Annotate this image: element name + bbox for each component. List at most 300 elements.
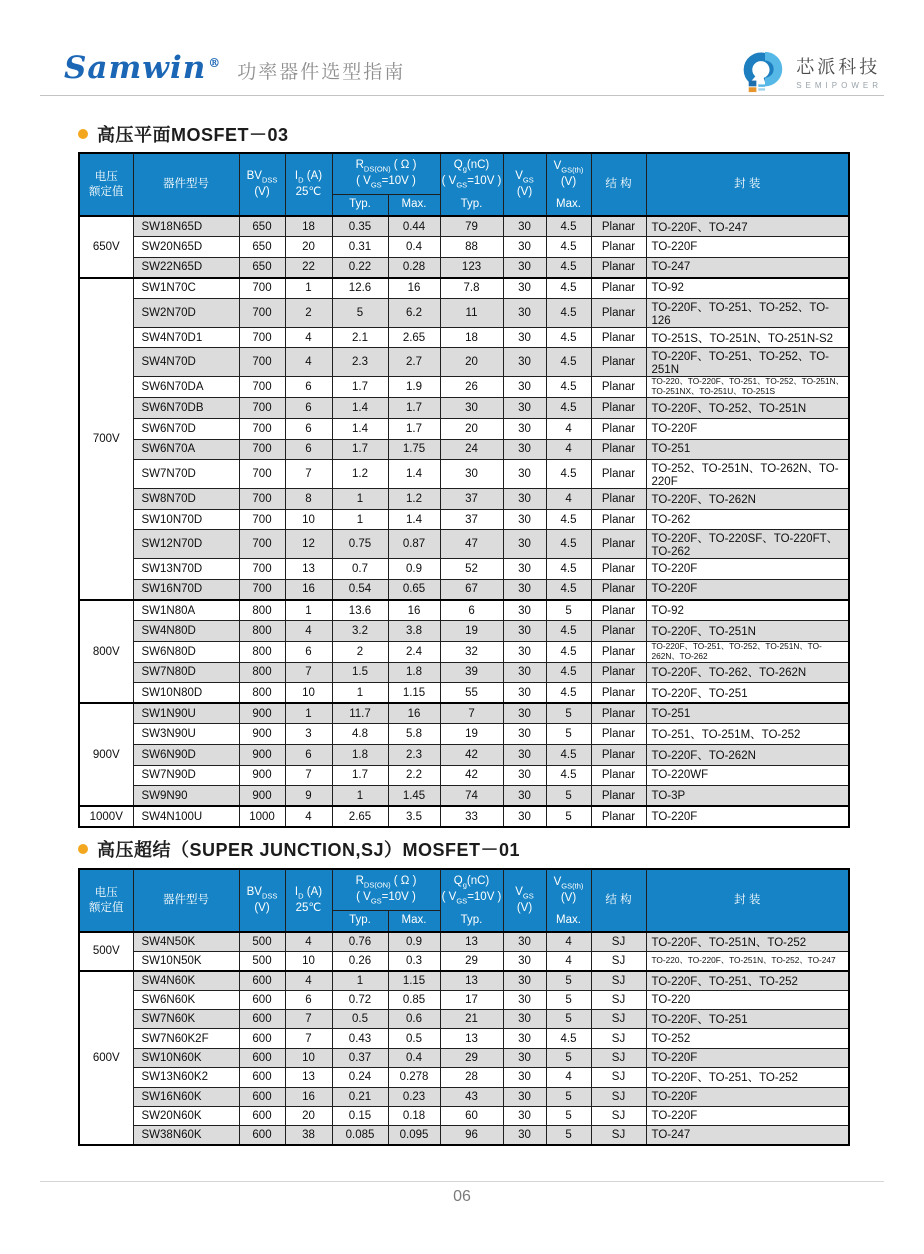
cell-id-value: 6	[285, 398, 332, 419]
cell-qg-value: 33	[440, 806, 503, 827]
header-divider	[40, 95, 884, 96]
col-header-rdson: $R_{DS(ON)}$ ( Ω ) ( $V_{GS}=10V$ )	[332, 869, 440, 910]
cell-id-value: 4	[285, 327, 332, 348]
cell-rds-max-value: 2.4	[388, 641, 440, 662]
cell-part-number: SW22N65D	[133, 257, 239, 278]
cell-rds-max-value: 0.9	[388, 559, 440, 580]
cell-vgsth-value: 4.5	[546, 765, 591, 786]
cell-qg-value: 67	[440, 579, 503, 600]
cell-qg-value: 19	[440, 724, 503, 745]
col-header-vgsth: $V_{GS(th)}$ (V) Max.	[546, 869, 591, 932]
cell-rds-max-value: 0.23	[388, 1087, 440, 1106]
cell-id-value: 4	[285, 621, 332, 642]
cell-package: TO-220F、TO-251、TO-252	[646, 1068, 849, 1087]
cell-id-value: 1	[285, 703, 332, 724]
cell-qg-value: 37	[440, 489, 503, 510]
cell-bvdss-value: 500	[239, 951, 285, 970]
table-row	[79, 418, 849, 439]
cell-vgsth-value: 4.5	[546, 377, 591, 398]
cell-vgs-value: 30	[503, 298, 546, 327]
cell-vgsth-value: 4.5	[546, 257, 591, 278]
cell-rds-max-value: 16	[388, 703, 440, 724]
col-header-voltage-rating: 电压 额定值	[79, 153, 133, 216]
cell-structure-value: Planar	[591, 237, 646, 258]
cell-structure-value: Planar	[591, 489, 646, 510]
cell-rds-max-value: 0.6	[388, 1010, 440, 1029]
cell-qg-value: 11	[440, 298, 503, 327]
table-row	[79, 662, 849, 683]
cell-part-number: SW4N60K	[133, 971, 239, 990]
cell-package: TO-220F	[646, 1087, 849, 1106]
table-row	[79, 786, 849, 807]
cell-structure-value: Planar	[591, 662, 646, 683]
footer-divider	[40, 1181, 884, 1182]
cell-package: TO-220F	[646, 559, 849, 580]
cell-rds-typ-value: 0.21	[332, 1087, 388, 1106]
cell-bvdss-value: 600	[239, 1068, 285, 1087]
cell-rds-typ-value: 11.7	[332, 703, 388, 724]
cell-structure-value: SJ	[591, 951, 646, 970]
voltage-group-label: 700V	[79, 278, 133, 600]
cell-bvdss-value: 700	[239, 348, 285, 377]
cell-rds-max-value: 1.15	[388, 683, 440, 704]
cell-bvdss-value: 700	[239, 579, 285, 600]
cell-rds-typ-value: 0.76	[332, 932, 388, 951]
cell-bvdss-value: 900	[239, 765, 285, 786]
table-row	[79, 278, 849, 299]
cell-rds-typ-value: 0.7	[332, 559, 388, 580]
cell-vgs-value: 30	[503, 348, 546, 377]
cell-bvdss-value: 700	[239, 530, 285, 559]
table-row	[79, 530, 849, 559]
cell-structure-value: SJ	[591, 1029, 646, 1048]
sj-mosfet-table	[78, 868, 850, 1146]
cell-package: TO-220、TO-220F、TO-251、TO-252、TO-251N、TO-251NX、TO-251U、TO-251S	[646, 377, 849, 398]
cell-vgsth-value: 4.5	[546, 621, 591, 642]
cell-id-value: 1	[285, 600, 332, 621]
cell-qg-value: 88	[440, 237, 503, 258]
section-title-text: 高压超结（SUPER JUNCTION,SJ）MOSFET－01	[97, 840, 521, 860]
cell-part-number: SW1N90U	[133, 703, 239, 724]
cell-vgs-value: 30	[503, 257, 546, 278]
voltage-group-label: 900V	[79, 703, 133, 806]
cell-part-number: SW7N60K2F	[133, 1029, 239, 1048]
cell-qg-value: 39	[440, 662, 503, 683]
cell-vgsth-value: 5	[546, 1048, 591, 1067]
cell-rds-typ-value: 3.2	[332, 621, 388, 642]
cell-package: TO-3P	[646, 786, 849, 807]
cell-package: TO-220F、TO-251N、TO-252	[646, 932, 849, 951]
cell-part-number: SW7N70D	[133, 460, 239, 489]
cell-structure-value: SJ	[591, 990, 646, 1009]
cell-part-number: SW2N70D	[133, 298, 239, 327]
table-row	[79, 1107, 849, 1126]
cell-part-number: SW10N50K	[133, 951, 239, 970]
cell-qg-value: 52	[440, 559, 503, 580]
table-row	[79, 1010, 849, 1029]
cell-rds-typ-value: 2.65	[332, 806, 388, 827]
col-header-part-number: 器件型号	[133, 869, 239, 932]
cell-rds-max-value: 0.44	[388, 216, 440, 237]
cell-rds-typ-value: 2	[332, 641, 388, 662]
table-row	[79, 257, 849, 278]
cell-package: TO-251、TO-251M、TO-252	[646, 724, 849, 745]
table-row	[79, 990, 849, 1009]
cell-qg-value: 43	[440, 1087, 503, 1106]
table-row	[79, 932, 849, 951]
table-row	[79, 1068, 849, 1087]
cell-part-number: SW10N60K	[133, 1048, 239, 1067]
cell-rds-typ-value: 0.5	[332, 1010, 388, 1029]
cell-vgs-value: 30	[503, 216, 546, 237]
cell-qg-value: 30	[440, 460, 503, 489]
cell-structure-value: Planar	[591, 348, 646, 377]
cell-vgsth-value: 4	[546, 1068, 591, 1087]
cell-structure-value: Planar	[591, 600, 646, 621]
cell-rds-typ-value: 0.085	[332, 1126, 388, 1145]
cell-vgs-value: 30	[503, 703, 546, 724]
cell-id-value: 6	[285, 418, 332, 439]
cell-structure-value: Planar	[591, 703, 646, 724]
cell-qg-value: 6	[440, 600, 503, 621]
cell-rds-max-value: 2.2	[388, 765, 440, 786]
table-row	[79, 1126, 849, 1145]
cell-part-number: SW6N70DA	[133, 377, 239, 398]
cell-rds-typ-value: 1.4	[332, 398, 388, 419]
cell-vgs-value: 30	[503, 724, 546, 745]
cell-qg-value: 19	[440, 621, 503, 642]
cell-part-number: SW3N90U	[133, 724, 239, 745]
cell-rds-max-value: 3.8	[388, 621, 440, 642]
cell-qg-value: 13	[440, 971, 503, 990]
cell-vgs-value: 30	[503, 641, 546, 662]
cell-id-value: 20	[285, 1107, 332, 1126]
cell-structure-value: SJ	[591, 1048, 646, 1067]
cell-id-value: 16	[285, 1087, 332, 1106]
cell-vgs-value: 30	[503, 990, 546, 1009]
cell-vgsth-value: 4	[546, 489, 591, 510]
cell-vgsth-value: 4.5	[546, 579, 591, 600]
table-row	[79, 377, 849, 398]
cell-part-number: SW7N90D	[133, 765, 239, 786]
cell-part-number: SW4N100U	[133, 806, 239, 827]
cell-rds-typ-value: 2.3	[332, 348, 388, 377]
cell-bvdss-value: 600	[239, 1010, 285, 1029]
cell-vgsth-value: 4	[546, 418, 591, 439]
cell-vgs-value: 30	[503, 559, 546, 580]
cell-part-number: SW6N70D	[133, 418, 239, 439]
col-header-bvdss: $BV_{DSS}$ (V)	[239, 869, 285, 932]
cell-bvdss-value: 700	[239, 278, 285, 299]
cell-package: TO-220F、TO-252、TO-251N	[646, 398, 849, 419]
cell-vgs-value: 30	[503, 1048, 546, 1067]
cell-bvdss-value: 600	[239, 971, 285, 990]
cell-vgs-value: 30	[503, 765, 546, 786]
cell-id-value: 6	[285, 990, 332, 1009]
cell-id-value: 2	[285, 298, 332, 327]
cell-rds-typ-value: 1.7	[332, 439, 388, 460]
cell-part-number: SW4N70D1	[133, 327, 239, 348]
cell-qg-value: 13	[440, 932, 503, 951]
bullet-icon	[78, 844, 88, 854]
cell-rds-typ-value: 0.15	[332, 1107, 388, 1126]
cell-bvdss-value: 650	[239, 216, 285, 237]
table-row	[79, 398, 849, 419]
cell-bvdss-value: 700	[239, 298, 285, 327]
cell-rds-typ-value: 0.26	[332, 951, 388, 970]
cell-package: TO-220F、TO-220SF、TO-220FT、TO-262	[646, 530, 849, 559]
cell-vgs-value: 30	[503, 1029, 546, 1048]
cell-rds-max-value: 0.18	[388, 1107, 440, 1126]
cell-rds-max-value: 1.45	[388, 786, 440, 807]
cell-vgsth-value: 5	[546, 786, 591, 807]
cell-rds-typ-value: 1	[332, 971, 388, 990]
cell-rds-typ-value: 0.72	[332, 990, 388, 1009]
cell-vgs-value: 30	[503, 418, 546, 439]
cell-structure-value: Planar	[591, 460, 646, 489]
cell-bvdss-value: 700	[239, 439, 285, 460]
cell-package: TO-220F、TO-251、TO-252、TO-251N	[646, 348, 849, 377]
cell-vgs-value: 30	[503, 237, 546, 258]
cell-structure-value: SJ	[591, 1010, 646, 1029]
voltage-group-label: 800V	[79, 600, 133, 703]
cell-vgs-value: 30	[503, 460, 546, 489]
cell-id-value: 7	[285, 460, 332, 489]
cell-vgsth-value: 5	[546, 703, 591, 724]
cell-structure-value: SJ	[591, 1068, 646, 1087]
cell-qg-value: 79	[440, 216, 503, 237]
cell-rds-max-value: 2.7	[388, 348, 440, 377]
cell-bvdss-value: 600	[239, 1107, 285, 1126]
cell-qg-value: 20	[440, 418, 503, 439]
col-header-package: 封 装	[646, 153, 849, 216]
cell-vgsth-value: 4.5	[546, 398, 591, 419]
cell-rds-max-value: 2.3	[388, 745, 440, 766]
cell-rds-max-value: 1.7	[388, 418, 440, 439]
cell-structure-value: Planar	[591, 418, 646, 439]
cell-bvdss-value: 900	[239, 703, 285, 724]
cell-vgsth-value: 5	[546, 971, 591, 990]
cell-id-value: 4	[285, 971, 332, 990]
cell-vgs-value: 30	[503, 1107, 546, 1126]
cell-rds-max-value: 1.7	[388, 398, 440, 419]
cell-id-value: 18	[285, 216, 332, 237]
cell-structure-value: Planar	[591, 278, 646, 299]
cell-part-number: SW16N70D	[133, 579, 239, 600]
cell-rds-typ-value: 0.35	[332, 216, 388, 237]
company-logo	[742, 48, 882, 94]
cell-vgs-value: 30	[503, 786, 546, 807]
cell-id-value: 20	[285, 237, 332, 258]
cell-package: TO-220F、TO-251	[646, 683, 849, 704]
cell-package: TO-251S、TO-251N、TO-251N-S2	[646, 327, 849, 348]
cell-structure-value: Planar	[591, 377, 646, 398]
cell-part-number: SW1N80A	[133, 600, 239, 621]
cell-vgsth-value: 5	[546, 600, 591, 621]
cell-vgsth-value: 4	[546, 932, 591, 951]
cell-qg-value: 18	[440, 327, 503, 348]
cell-vgs-value: 30	[503, 377, 546, 398]
cell-vgsth-value: 4.5	[546, 662, 591, 683]
col-header-package: 封 装	[646, 869, 849, 932]
cell-rds-typ-value: 1.5	[332, 662, 388, 683]
cell-qg-value: 37	[440, 509, 503, 530]
cell-qg-value: 24	[440, 439, 503, 460]
cell-vgsth-value: 4.5	[546, 237, 591, 258]
cell-vgs-value: 30	[503, 662, 546, 683]
cell-vgs-value: 30	[503, 1126, 546, 1145]
cell-part-number: SW7N60K	[133, 1010, 239, 1029]
table-row	[79, 327, 849, 348]
cell-rds-typ-value: 0.75	[332, 530, 388, 559]
table-row	[79, 1087, 849, 1106]
cell-vgsth-value: 4.5	[546, 530, 591, 559]
cell-structure-value: Planar	[591, 745, 646, 766]
cell-structure-value: Planar	[591, 559, 646, 580]
cell-id-value: 13	[285, 1068, 332, 1087]
cell-vgsth-value: 4.5	[546, 460, 591, 489]
cell-vgsth-value: 5	[546, 1087, 591, 1106]
cell-rds-max-value: 6.2	[388, 298, 440, 327]
cell-vgs-value: 30	[503, 806, 546, 827]
cell-package: TO-220F	[646, 237, 849, 258]
cell-vgs-value: 30	[503, 1068, 546, 1087]
cell-qg-value: 42	[440, 765, 503, 786]
cell-vgs-value: 30	[503, 600, 546, 621]
cell-package: TO-220F、TO-262、TO-262N	[646, 662, 849, 683]
table-row	[79, 579, 849, 600]
cell-vgs-value: 30	[503, 489, 546, 510]
cell-rds-max-value: 1.4	[388, 460, 440, 489]
cell-rds-typ-value: 1.4	[332, 418, 388, 439]
cell-bvdss-value: 500	[239, 932, 285, 951]
cell-part-number: SW9N90	[133, 786, 239, 807]
cell-structure-value: Planar	[591, 439, 646, 460]
col-header-rds-max: Max.	[388, 194, 440, 216]
cell-rds-typ-value: 0.24	[332, 1068, 388, 1087]
cell-package: TO-262	[646, 509, 849, 530]
cell-vgs-value: 30	[503, 1010, 546, 1029]
cell-package: TO-220	[646, 990, 849, 1009]
cell-vgsth-value: 4.5	[546, 327, 591, 348]
cell-structure-value: Planar	[591, 216, 646, 237]
cell-part-number: SW6N90D	[133, 745, 239, 766]
cell-part-number: SW1N70C	[133, 278, 239, 299]
cell-part-number: SW20N60K	[133, 1107, 239, 1126]
col-header-rds-max: Max.	[388, 910, 440, 932]
cell-rds-max-value: 0.095	[388, 1126, 440, 1145]
cell-package: TO-220F	[646, 579, 849, 600]
table-row	[79, 951, 849, 970]
cell-package: TO-220F、TO-251、TO-252、TO-251N、TO-262N、TO-262	[646, 641, 849, 662]
cell-package: TO-220F、TO-262N	[646, 745, 849, 766]
cell-structure-value: Planar	[591, 683, 646, 704]
cell-vgsth-value: 4	[546, 439, 591, 460]
cell-rds-max-value: 0.85	[388, 990, 440, 1009]
cell-qg-value: 20	[440, 348, 503, 377]
cell-package: TO-220、TO-220F、TO-251N、TO-252、TO-247	[646, 951, 849, 970]
page-title: 功率器件选型指南	[237, 62, 406, 83]
cell-structure-value: SJ	[591, 1087, 646, 1106]
cell-rds-typ-value: 5	[332, 298, 388, 327]
cell-bvdss-value: 600	[239, 1029, 285, 1048]
cell-rds-max-value: 1.8	[388, 662, 440, 683]
cell-rds-typ-value: 1	[332, 786, 388, 807]
cell-vgsth-value: 4.5	[546, 641, 591, 662]
cell-vgs-value: 30	[503, 327, 546, 348]
voltage-group-label: 600V	[79, 971, 133, 1146]
cell-structure-value: Planar	[591, 621, 646, 642]
table-row	[79, 1029, 849, 1048]
cell-rds-max-value: 0.87	[388, 530, 440, 559]
table-row	[79, 683, 849, 704]
cell-bvdss-value: 700	[239, 460, 285, 489]
cell-rds-typ-value: 13.6	[332, 600, 388, 621]
cell-bvdss-value: 600	[239, 1087, 285, 1106]
voltage-group-label: 650V	[79, 216, 133, 278]
cell-part-number: SW10N80D	[133, 683, 239, 704]
cell-qg-value: 123	[440, 257, 503, 278]
cell-bvdss-value: 1000	[239, 806, 285, 827]
cell-part-number: SW4N80D	[133, 621, 239, 642]
table-row	[79, 489, 849, 510]
cell-rds-max-value: 0.28	[388, 257, 440, 278]
cell-vgs-value: 30	[503, 1087, 546, 1106]
cell-qg-value: 30	[440, 398, 503, 419]
cell-structure-value: SJ	[591, 971, 646, 990]
table-row	[79, 765, 849, 786]
cell-id-value: 12	[285, 530, 332, 559]
cell-rds-typ-value: 2.1	[332, 327, 388, 348]
cell-structure-value: Planar	[591, 641, 646, 662]
cell-rds-max-value: 3.5	[388, 806, 440, 827]
cell-package: TO-247	[646, 257, 849, 278]
cell-part-number: SW7N80D	[133, 662, 239, 683]
cell-vgsth-value: 4	[546, 951, 591, 970]
cell-part-number: SW38N60K	[133, 1126, 239, 1145]
cell-rds-max-value: 16	[388, 600, 440, 621]
cell-rds-max-value: 0.4	[388, 1048, 440, 1067]
cell-part-number: SW10N70D	[133, 509, 239, 530]
cell-package: TO-220F	[646, 806, 849, 827]
cell-bvdss-value: 700	[239, 398, 285, 419]
cell-package: TO-220F、TO-251N	[646, 621, 849, 642]
table-row	[79, 1048, 849, 1067]
cell-structure-value: Planar	[591, 530, 646, 559]
cell-id-value: 7	[285, 1029, 332, 1048]
cell-vgs-value: 30	[503, 398, 546, 419]
cell-id-value: 9	[285, 786, 332, 807]
cell-id-value: 38	[285, 1126, 332, 1145]
page-number: 06	[453, 1188, 471, 1205]
cell-part-number: SW4N50K	[133, 932, 239, 951]
cell-vgsth-value: 4.5	[546, 1029, 591, 1048]
cell-package: TO-247	[646, 1126, 849, 1145]
cell-id-value: 6	[285, 439, 332, 460]
table-row	[79, 460, 849, 489]
table-header	[79, 869, 849, 932]
cell-qg-value: 96	[440, 1126, 503, 1145]
cell-id-value: 3	[285, 724, 332, 745]
cell-bvdss-value: 800	[239, 621, 285, 642]
cell-structure-value: Planar	[591, 398, 646, 419]
cell-bvdss-value: 900	[239, 724, 285, 745]
cell-rds-typ-value: 0.43	[332, 1029, 388, 1048]
col-header-id-current: $I_D$ (A) 25℃	[285, 869, 332, 932]
cell-id-value: 6	[285, 745, 332, 766]
samwin-logo: Samwin ®	[64, 50, 222, 86]
cell-qg-value: 7.8	[440, 278, 503, 299]
